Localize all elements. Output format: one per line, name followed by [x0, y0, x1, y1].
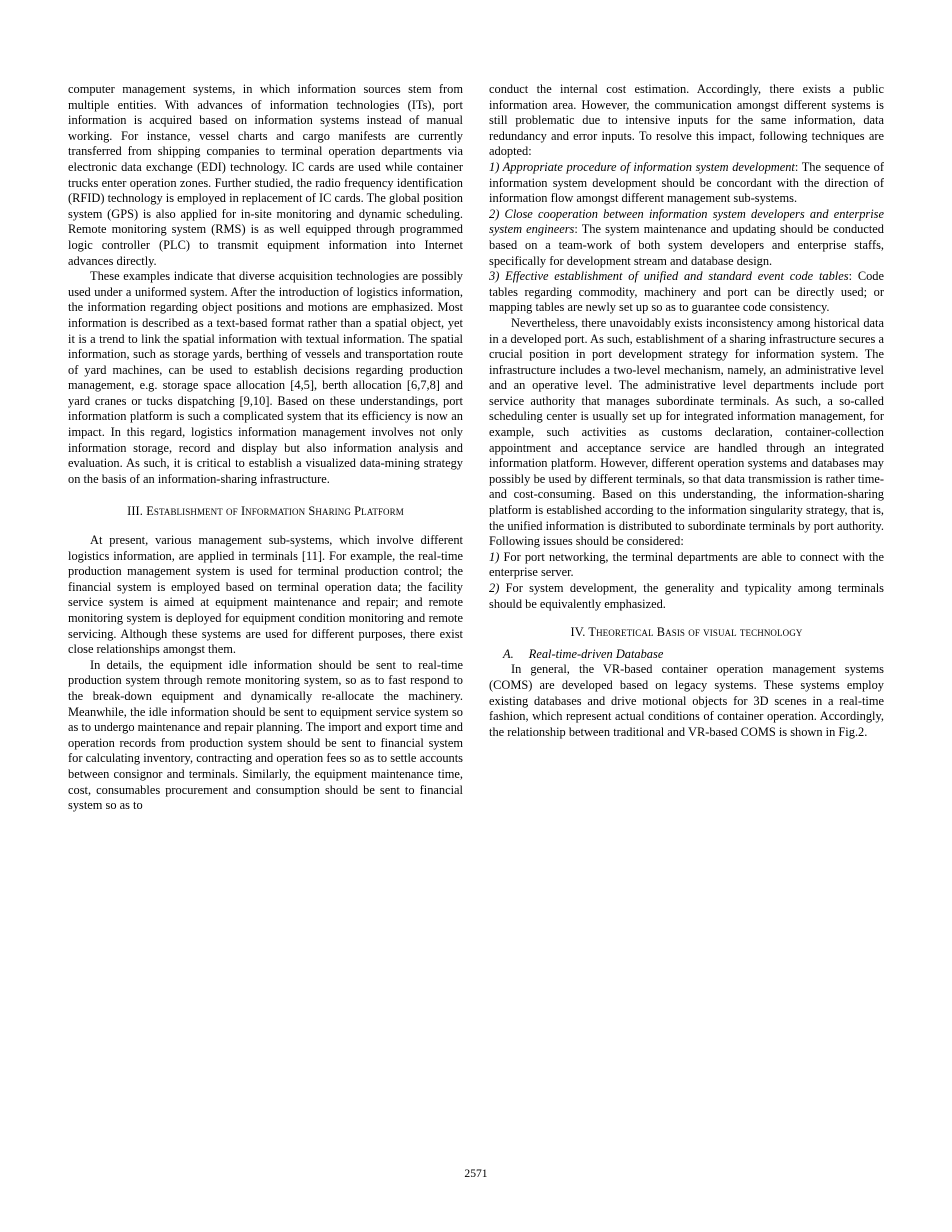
section-number: IV.	[570, 625, 586, 640]
paragraph: These examples indicate that diverse acquisition technologies are possibly used under a uniformed system. After the introduction of logistics information, the information regarding object positions and motions are emphasized. Most information is described as a text-based format rather than a spatial object, yet it is a trend to link the spatial information with textual information. The spatial information, such as storage yards, berthing of vessels and transportation route of yard machines, can be used to establish decisions regarding production management, e.g. storage space allocation [4,5], berth allocation [6,7,8] and yard cranes or tucks dispatching [9,10]. Based on these understandings, port information platform is such a complicated system that its efficiency is now an impact. In this regard, logistics information management involves not only information storage, record and display but also information analysis and evaluation. As such, it is critical to establish a visualized data-mining strategy on the basis of an information-sharing infrastructure.	[68, 269, 463, 486]
numbered-item	[489, 207, 884, 269]
numbered-item-lead: 2)	[489, 581, 500, 595]
paragraph: At present, various management sub-systems, which involve different logistics information, are applied in terminals [11]. For example, the real-time production management system is used for terminal production control; the financial system is employed based on terminal operation data; the facility service system is aimed at equipment maintenance and repair; and remote monitoring system is deployed for equipment condition monitoring and remote servicing. Although these systems are used for different purposes, there exist close relationships amongst them.	[68, 533, 463, 657]
numbered-item	[489, 550, 884, 581]
section-title: Theoretical Basis of visual technology	[588, 625, 803, 640]
numbered-item	[489, 160, 884, 207]
section-heading-4	[489, 625, 884, 641]
spacer	[68, 520, 463, 533]
paragraph: computer management systems, in which information sources stem from multiple entities. With advances of information technologies (ITs), port information is acquired based on information systems instead of manual working. For instance, vessel charts and cargo manifests are currently transferred from shipping companies to terminal operation departments via electronic data exchange (EDI) technology. IC cards are used while container trucks enter operation zones. Further studied, the radio frequency identification (RFID) technology is employed in replacement of IC cards. The global position system (GPS) is also applied for in-site monitoring and dynamic scheduling. Remote monitoring system (RMS) is as well equipped through programmed logic controller (PLC) to transmit equipment information into Internet advances directly.	[68, 82, 463, 268]
numbered-item-lead: 1)	[489, 549, 500, 564]
paragraph: In general, the VR-based container operation management systems (COMS) are developed based on legacy systems. These systems employ existing databases and drive motional objects for 3D scenes in a real-time fashion, which represent actual conditions of container operation. Accordingly, the relationship between traditional and VR-based COMS is shown in Fig.2.	[489, 662, 884, 739]
right-column	[489, 82, 884, 814]
page-number: 2571	[464, 1167, 488, 1180]
paragraph: conduct the internal cost estimation. Accordingly, there exists a public information area. However, the communication amongst different systems is still problematic due to intensive inputs for the same information, data redundancy and error inputs. To resolve this impact, following techniques are adopted:	[489, 82, 884, 159]
numbered-item	[489, 581, 884, 612]
numbered-item	[489, 269, 884, 316]
paragraph: In details, the equipment idle information should be sent to real-time production system through remote monitoring system, so as to fast respond to the break-down equipment and dynamically re-allocate the machinery. Meanwhile, the idle information should be sent to equipment service system so as to undergo maintenance and repair planning. The import and export time and operation records from production system should be sent to financial system for calculating inventory, contracting and operation fees so as to settle accounts between consignor and terminals. Similarly, the equipment maintenance time, cost, consumables procurement and consumption should be sent to financial system so as to	[68, 657, 463, 813]
spacer	[489, 612, 884, 625]
section-heading-3	[68, 504, 463, 520]
section-title: Establishment of Information Sharing Platform	[146, 504, 404, 519]
subsection-title: Real-time-driven Database	[528, 646, 664, 661]
two-column-body	[68, 82, 884, 814]
numbered-item-lead: 3) Effective establishment of unified and standard event code tables	[489, 269, 849, 284]
numbered-item-body: : Code tables regarding commodity, machinery and port can be directly used; or mapping tables are newly set up so as to guarantee code consistency.	[489, 269, 884, 315]
numbered-item-body: For port networking, the terminal departments are able to connect with the enterprise server.	[489, 549, 884, 580]
numbered-item-lead: 1) Appropriate procedure of information system development	[489, 159, 795, 174]
numbered-item-lead: 2) Close cooperation between information system developers and enterprise system engineers	[489, 206, 884, 237]
paragraph: Nevertheless, there unavoidably exists inconsistency among historical data in a developed port. As such, establishment of a sharing infrastructure secures a crucial position in port development strategy for information system. The infrastructure includes a two-level mechanism, namely, an administrative level and an operative level. The administrative level departments include port service authority that manages subordinate terminals. As such, a so-called scheduling center is usually set up for integrated information management, for example, such activities as customs declaration, container-collection appointment and acceptance service are handled through an integrated information platform. However, different operation systems and databases may possibly be used by different terminals, so that data transmission is rather time- and cost-consuming. Based on this understanding, the information-sharing platform is established according to the information singularity strategy, that is, the unified information is distributed to subordinate terminals by port authority. Following issues should be considered:	[489, 315, 884, 549]
numbered-item-body: : The system maintenance and updating should be conducted based on a team-work of both system developers and enterprise staffs, specifically for development stream and database design.	[489, 222, 884, 268]
spacer	[68, 487, 463, 504]
numbered-item-body: : The sequence of information system development should be concordant with the direction of information flow amongst different management sub-systems.	[489, 159, 884, 206]
left-column	[68, 82, 463, 814]
section-number: III.	[127, 504, 143, 519]
subsection-letter: A.	[503, 646, 514, 661]
numbered-item-body: For system development, the generality and typicality among terminals should be equivalently emphasized.	[489, 581, 884, 611]
subsection-heading-a	[489, 647, 884, 663]
